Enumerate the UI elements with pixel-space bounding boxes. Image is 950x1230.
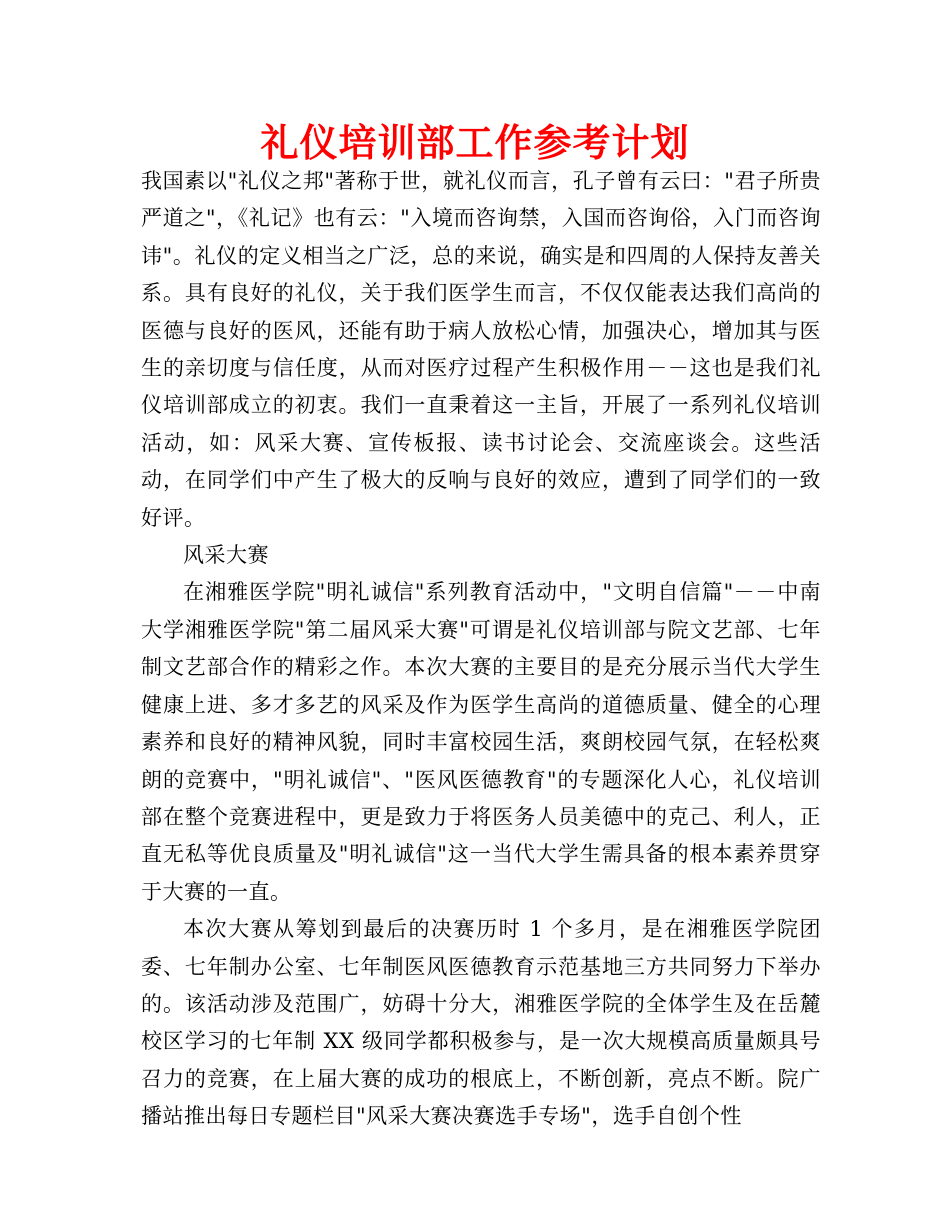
paragraph-process: 本次大赛从筹划到最后的决赛历时 1 个多月，是在湘雅医学院团委、七年制办公室、七年制医风医德教育示范基地三方共同努力下举办的。该活动涉及范围广，妨碍十分大，湘雅医学院的全体学生及在岳麓校区学习的七年制 XX 级同学都积极参与，是一次大规模高质量颇具号召力的竞赛，在上届大赛的成功的根底上，不断创新，亮点不断。院广播站推出每日专题栏目"风采大赛决赛选手专场"，选手自创个性 (141, 917, 821, 1129)
section-heading: 风采大赛 (183, 543, 269, 568)
document-body (141, 163, 821, 1136)
paragraph-intro: 我国素以"礼仪之邦"著称于世，就礼仪而言，孔子曾有云曰："君子所贵严道之"，《礼记》也有云："入境而咨询禁，入国而咨询俗，入门而咨询讳"。礼仪的定义相当之广泛，总的来说，确实是和四周的人保持友善关系。具有良好的礼仪，关于我们医学生而言，不仅仅能表达我们高尚的医德与良好的医风，还能有助于病人放松心情，加强决心，增加其与医生的亲切度与信任度，从而对医疗过程产生积极作用－－这也是我们礼仪培训部成立的初衷。我们一直秉着这一主旨，开展了一系列礼仪培训活动，如：风采大赛、宣传板报、读书讨论会、交流座谈会。这些活动，在同学们中产生了极大的反响与良好的效应，遭到了同学们的一致好评。 (141, 169, 821, 530)
document-title: 礼仪培训部工作参考计划 (260, 121, 690, 165)
paragraph-contest: 在湘雅医学院"明礼诚信"系列教育活动中，"文明自信篇"－－中南大学湘雅医学院"第二届风采大赛"可谓是礼仪培训部与院文艺部、七年制文艺部合作的精彩之作。本次大赛的主要目的是充分展示当代大学生健康上进、多才多艺的风采及作为医学生高尚的道德质量、健全的心理素养和良好的精神风貌，同时丰富校园生活，爽朗校园气氛，在轻松爽朗的竞赛中，"明礼诚信"、"医风医德教育"的专题深化人心，礼仪培训部在整个竞赛进程中，更是致力于将医务人员美德中的克己、利人，正直无私等优良质量及"明礼诚信"这一当代大学生需具备的根本素养贯穿于大赛的一直。 (141, 580, 821, 904)
